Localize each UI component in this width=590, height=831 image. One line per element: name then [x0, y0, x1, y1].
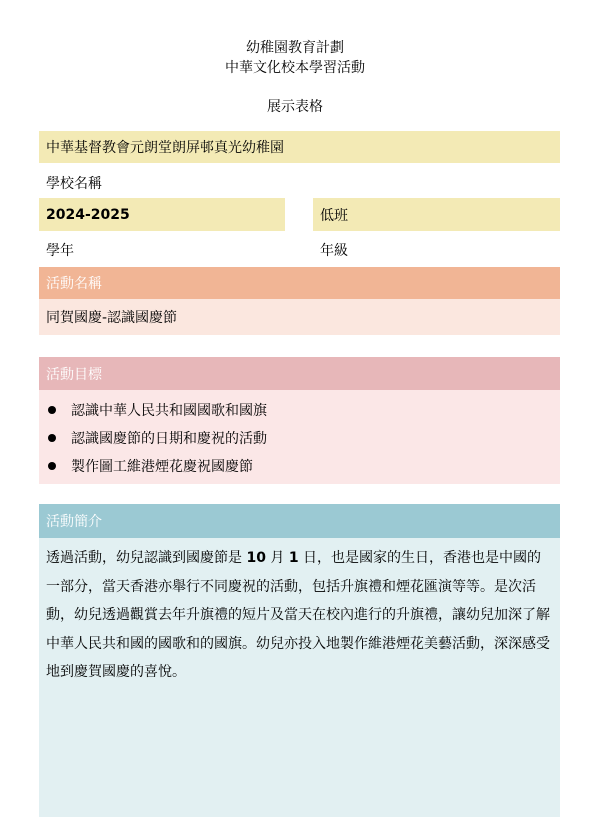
objective-item: 認識國慶節的日期和慶祝的活動	[39, 424, 560, 452]
objective-item: 認識中華人民共和國國歌和國旗	[39, 396, 560, 424]
activity-name-value: 同賀國慶-認識國慶節	[39, 299, 560, 335]
school-name-value: 中華基督教會元朗堂朗屏邨真光幼稚園	[39, 131, 560, 163]
objective-item: 製作圖工維港煙花慶祝國慶節	[39, 452, 560, 480]
grade-value: 低班	[313, 198, 560, 231]
school-name-label: 學校名稱	[46, 176, 102, 192]
grade-label: 年級	[320, 243, 348, 259]
form-title: 展示表格	[267, 99, 323, 115]
bullet-icon	[48, 406, 56, 414]
bullet-icon	[48, 434, 56, 442]
activity-name-header: 活動名稱	[39, 267, 560, 299]
school-year-value: 2024-2025	[39, 198, 285, 231]
plan-subtitle: 中華文化校本學習活動	[225, 60, 365, 76]
objectives-header: 活動目標	[39, 357, 560, 390]
objectives-list	[39, 396, 560, 480]
intro-header: 活動簡介	[39, 504, 560, 538]
school-year-label: 學年	[46, 243, 74, 259]
plan-title: 幼稚園教育計劃	[246, 40, 344, 56]
intro-text: 透過活動，幼兒認識到國慶節是 10 月 1 日，也是國家的生日，香港也是中國的一部分，當天香港亦舉行不同慶祝的活動，包括升旗禮和煙花匯演等等。是次活動，幼兒透過觀賞去年升旗禮的短片及當天在校內進行的升旗禮，讓幼兒加深了解中華人民共和國的國歌和的國旗。幼兒亦投入地製作維港煙花美藝活動，深深感受地到慶賀國慶的喜悅。	[39, 538, 560, 817]
bullet-icon	[48, 462, 56, 470]
